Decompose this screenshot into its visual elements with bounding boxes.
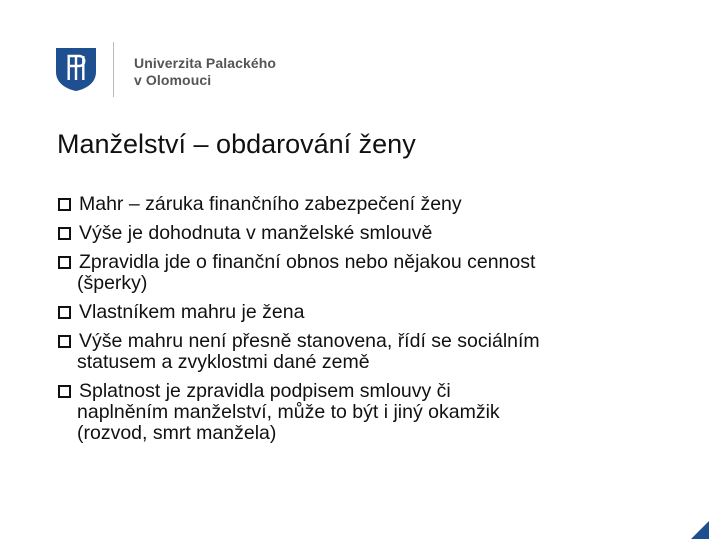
bullet-text-line: Zpravidla jde o finanční obnos nebo nějakou cennost [79,251,536,273]
bullet-text-line: Splatnost je zpravidla podpisem smlouvy či [79,380,451,402]
bullet-text-line: statusem a zvyklostmi dané země [77,351,370,373]
checkbox-square-icon [58,227,73,242]
bullet-item [57,223,697,244]
checkbox-square-icon [58,335,73,350]
logo-divider [113,42,114,97]
bullet-item [57,194,697,215]
university-name-line2: v Olomouci [134,72,212,88]
bullet-text-line: Výše mahru není přesně stanovena, řídí se sociálním [79,330,540,352]
bullet-text-line: (šperky) [77,272,148,294]
university-name-line1: Univerzita Palackého [134,55,277,71]
bullet-item [57,302,697,323]
university-logo-icon [55,46,97,92]
bullet-text-line: Výše je dohodnuta v manželské smlouvě [79,222,433,244]
bullet-text-line: Mahr – záruka finančního zabezpečení ženy [79,193,462,215]
checkbox-square-icon [58,256,73,271]
slide-title: Manželství – obdarování ženy [57,129,416,159]
bullet-item [57,252,697,294]
bullet-text-line: naplněním manželství, může to být i jiný okamžik [77,401,500,423]
corner-decoration [691,521,709,539]
bullet-text-line: (rozvod, smrt manžela) [77,422,277,444]
checkbox-square-icon [58,385,73,400]
checkbox-square-icon [58,198,73,213]
university-name [134,55,276,89]
bullet-item [57,331,697,373]
bullet-text-line: Vlastníkem mahru je žena [79,301,305,323]
bullet-list [57,194,697,452]
bullet-item [57,381,697,444]
checkbox-square-icon [58,306,73,321]
